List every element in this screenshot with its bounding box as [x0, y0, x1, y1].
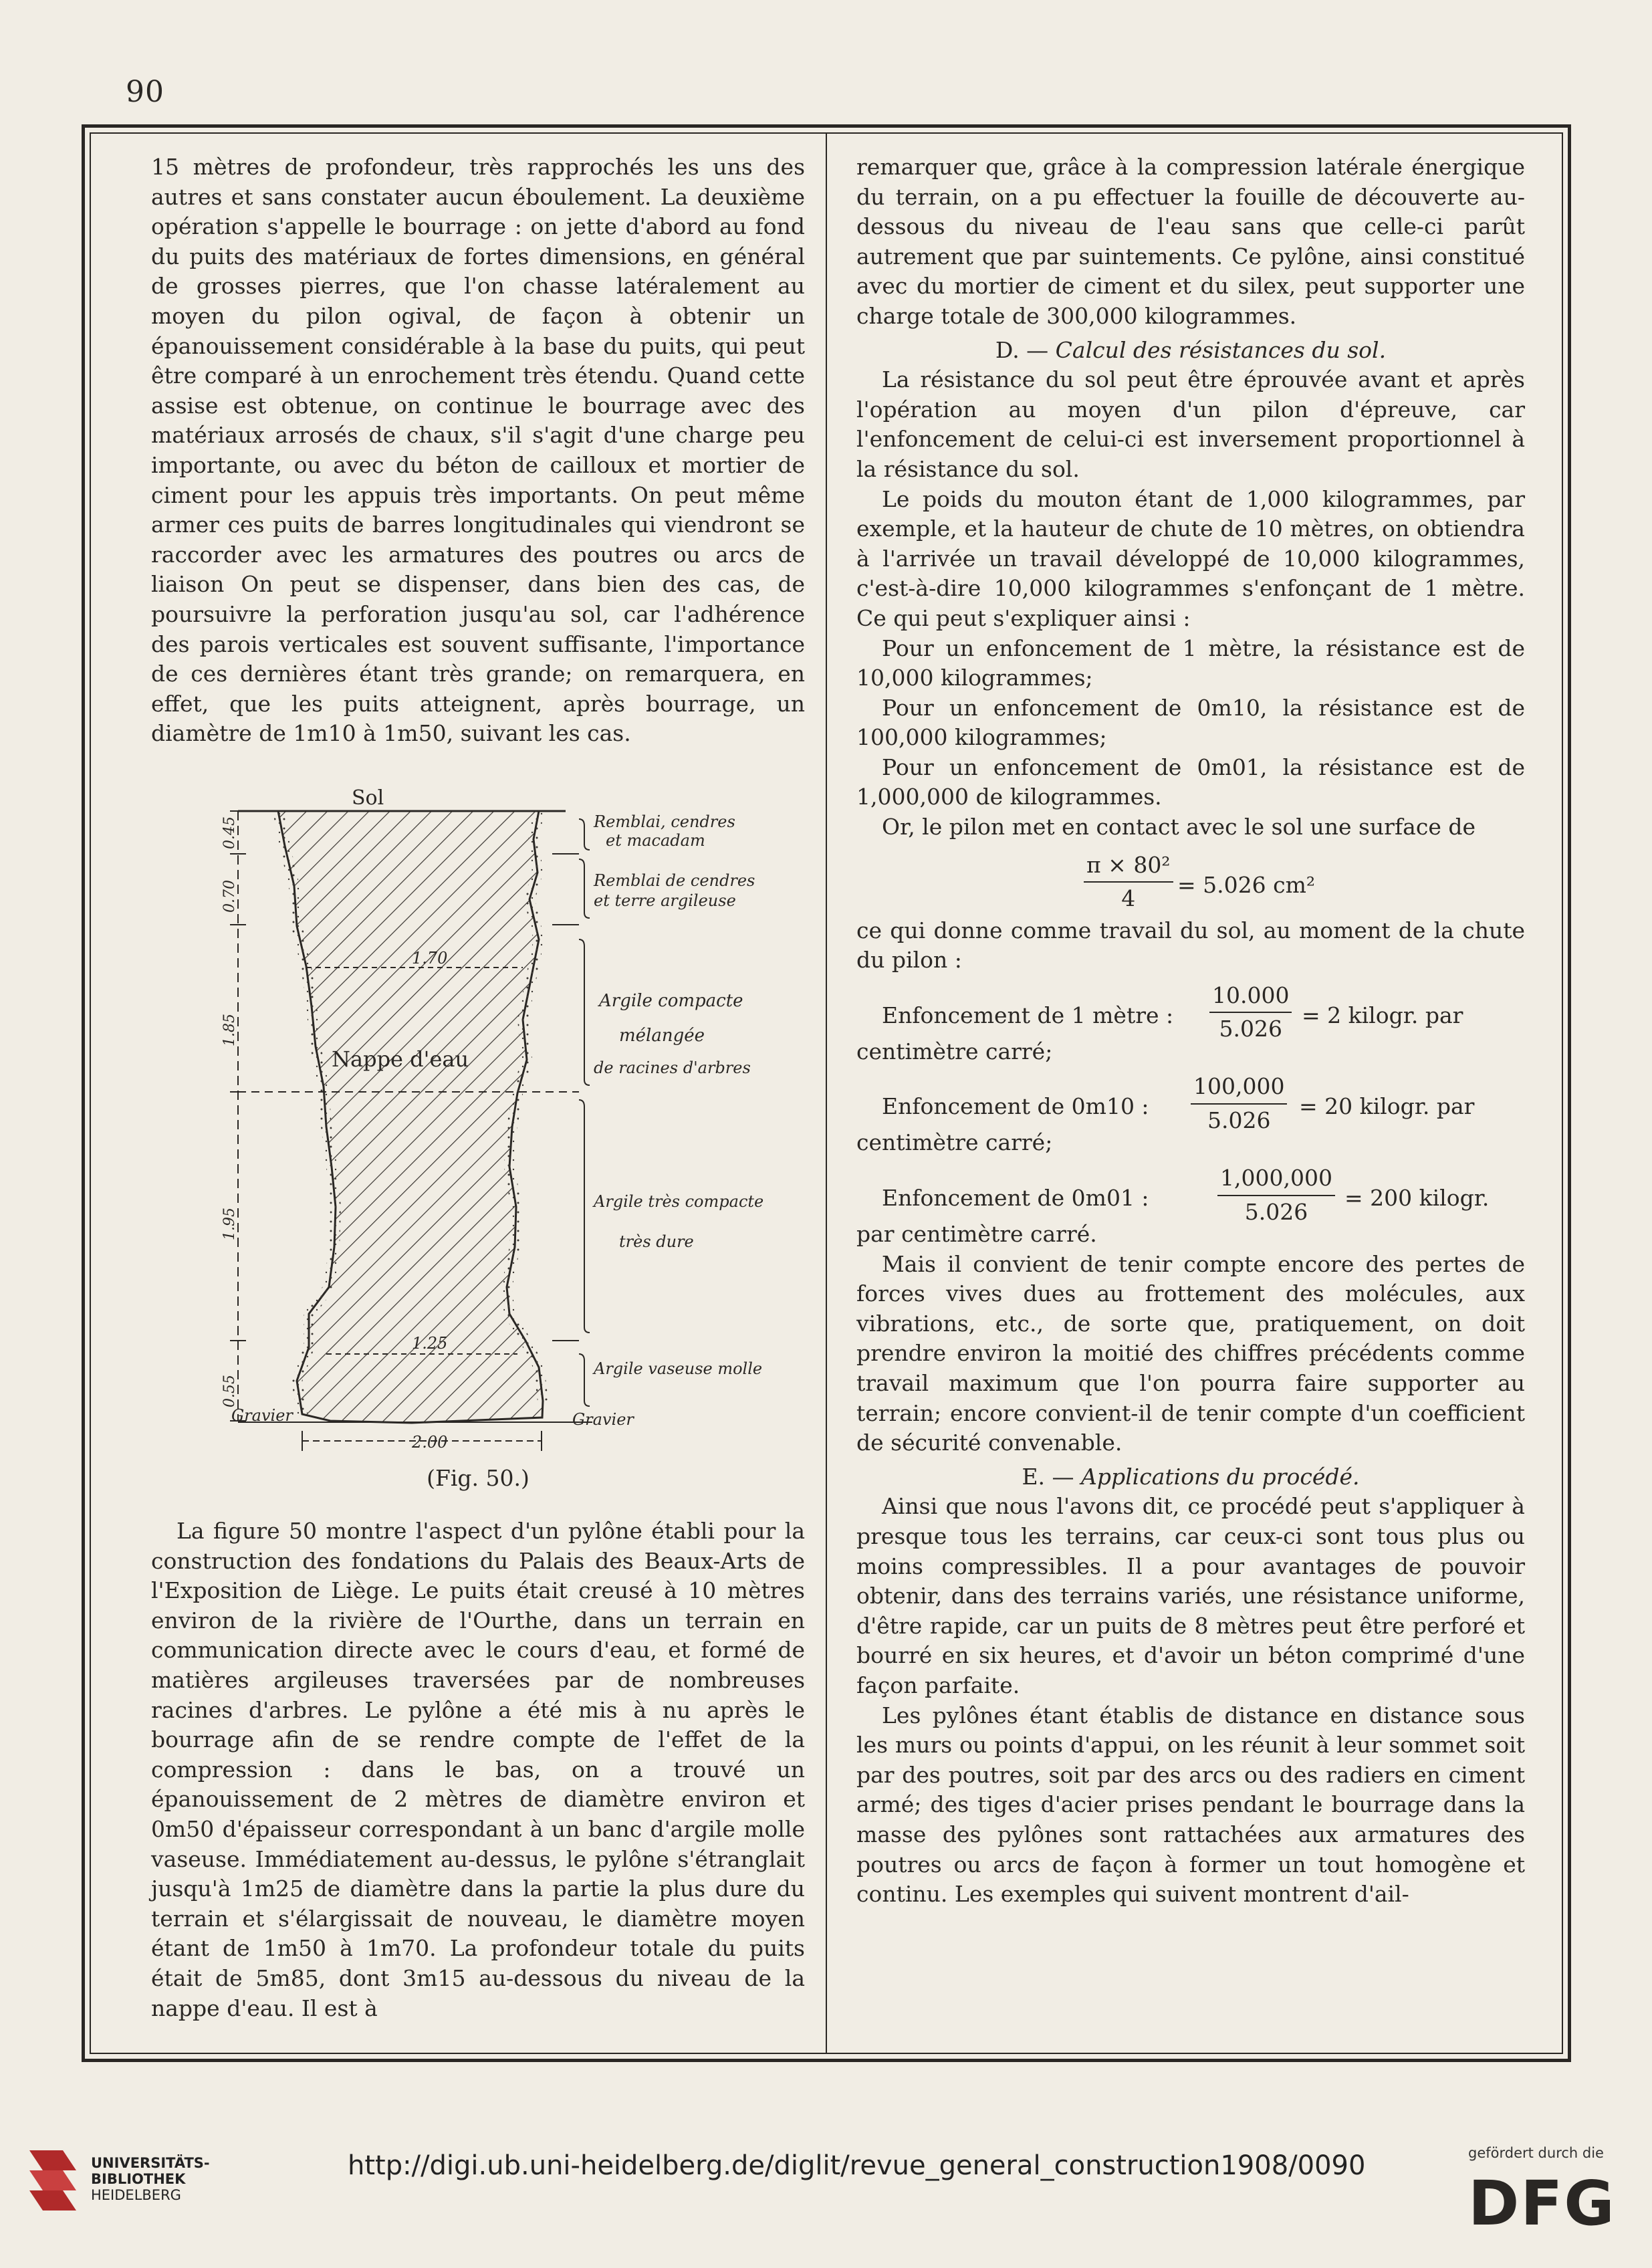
left-column-top [151, 152, 805, 749]
surface-fraction [1084, 850, 1173, 914]
equation-3 [856, 1158, 1525, 1225]
eq2-result: = 20 kilogr. par [1299, 1093, 1475, 1120]
equation-1 [856, 976, 1525, 1042]
dim-label-125: 1.25 [412, 1334, 448, 1353]
eq3-fraction [1217, 1163, 1335, 1227]
heading-d-title: Calcul des résistances du sol. [1055, 336, 1387, 363]
label-gravier-left: Gravier [231, 1406, 293, 1425]
eq3-tail: par centimètre carré. [856, 1221, 1097, 1248]
eq3-denominator: 5.026 [1244, 1198, 1308, 1225]
label-tres-dure: très dure [619, 1232, 694, 1251]
right-paragraph-8: ce qui donne comme travail du sol, au moment de la chute du pilon : [856, 917, 1525, 974]
eq1-denominator: 5.026 [1219, 1016, 1282, 1042]
left-column-bottom [151, 1516, 805, 2023]
university-library-name [91, 2155, 210, 2203]
surface-denominator: 4 [1121, 885, 1136, 912]
figure-50 [151, 779, 805, 1501]
eq2-fraction [1191, 1072, 1287, 1135]
right-paragraph-10: Ainsi que nous l'avons dit, ce procédé peut s'appliquer à presque tous les terrains, car ceux-ci sont tous plus ou moins compressibles. Il a pour avantages de pouvoir obtenir, dans des terrains variés, une résistance uniforme, d'être rapide, car un puits de 8 mètres peut être perforé et bourré en six heures, et d'avoir un béton comprimé d'une façon parfaite. [856, 1493, 1525, 1698]
heading-e-title: Applications du procédé. [1081, 1463, 1360, 1490]
surface-formula [856, 850, 1525, 915]
label-racines: de racines d'arbres [594, 1058, 751, 1077]
heading-d [856, 336, 1525, 366]
right-paragraph-3: Le poids du mouton étant de 1,000 kilogrammes, par exemple, et la hauteur de chute de 10 mètres, on obtiendra à l'arrivée un travail développé de 10,000 kilogrammes, c'est-à-dire 10,000 kilogrammes s'enfonçant de 1 mètre. Ce qui peut s'expliquer ainsi : [856, 485, 1525, 631]
right-paragraph-6: Pour un enfoncement de 0m01, la résistance est de 1,000,000 de kilogrammes. [856, 754, 1525, 810]
surface-result: = 5.026 cm² [1177, 871, 1316, 898]
label-remblai-cendres: Remblai, cendres [594, 812, 735, 831]
eq1-result: = 2 kilogr. par [1302, 1002, 1463, 1028]
label-remblai-cendres-2: Remblai de cendres [594, 871, 755, 890]
label-gravier-right: Gravier [572, 1410, 634, 1429]
eq3-result: = 200 kilogr. [1344, 1185, 1490, 1212]
right-paragraph-2: La résistance du sol peut être éprouvée avant et après l'opération au moyen d'un pilon d'épreuve, car l'enfoncement de celui-ci est inversement proportionnel à la résistance du sol. [856, 366, 1525, 482]
eq1-fraction [1209, 981, 1292, 1044]
column-divider [826, 132, 827, 2054]
label-terre-argileuse: et terre argileuse [594, 891, 736, 910]
label-argile-vaseuse: Argile vaseuse molle [594, 1359, 763, 1378]
right-column [856, 152, 1525, 1910]
eq2-denominator: 5.026 [1207, 1107, 1271, 1134]
equation-2 [856, 1066, 1525, 1134]
surface-numerator: π × 80² [1084, 850, 1173, 883]
label-nappe: Nappe d'eau [332, 1046, 469, 1072]
label-melangee: mélangée [619, 1026, 705, 1046]
figure-caption: (Fig. 50.) [427, 1465, 529, 1491]
right-paragraph-1: remarquer que, grâce à la compression latérale énergique du terrain, on a pu effectuer la fouille de découverte au-dessous du niveau de l'eau sans que celle-ci parût autrement que par suintements. Ce pylône, ainsi constitué avec du mortier de ciment et du silex, peut supporter une charge totale de 300,000 kilogrammes. [856, 154, 1525, 329]
dim-label-070: 0.70 [221, 880, 238, 913]
right-paragraph-7: Or, le pilon met en contact avec le sol une surface de [882, 814, 1476, 840]
dim-label-170: 1.70 [412, 949, 448, 968]
library-line-2: BIBLIOTHEK [91, 2171, 186, 2187]
eq1-numerator: 10.000 [1209, 981, 1292, 1014]
left-paragraph-1: 15 mètres de profondeur, très rapprochés les uns des autres et sans constater aucun éboulement. La deuxième opération s'appelle le bourrage : on jette d'abord au fond du puits des matériaux de fortes dimensions, en général de grosses pierres, que l'on chasse latéralement au moyen du pilon ogival, de façon à obtenir un épanouissement considérable à la base du puits, qui peut être comparé à un enrochement très étendu. Quand cette assise est obtenue, on continue le bourrage avec des matériaux arrosés de chaux, s'il s'agit d'une charge peu importante, ou avec du béton de cailloux et mortier de ciment pour les appuis très importants. On peut même armer ces puits de barres longitudinales qui viendront se raccorder avec les armatures des poutres ou arcs de liaison On peut se dispenser, dans bien des cas, de poursuivre la perforation jusqu'au sol, car l'adhérence des parois verticales est souvent suffisante, l'importance de ces dernières étant très grande; on remarquera, en effet, que les puits atteignent, après bourrage, un diamètre de 1m10 à 1m50, suivant les cas. [151, 154, 805, 747]
heading-e [856, 1462, 1525, 1492]
eq1-label: Enfoncement de 1 mètre : [882, 1002, 1174, 1028]
dim-label-055: 0.55 [221, 1375, 238, 1407]
right-paragraph-5: Pour un enfoncement de 0m10, la résistance est de 100,000 kilogrammes; [856, 694, 1525, 751]
label-sol: Sol [352, 786, 384, 810]
dim-label-045: 0.45 [221, 816, 238, 849]
university-logo-icon [23, 2144, 83, 2217]
foundation-diagram [151, 779, 805, 1461]
dim-label-200: 2.00 [412, 1433, 448, 1452]
dim-label-195: 1.95 [221, 1208, 238, 1240]
right-paragraph-11: Les pylônes étant établis de distance en distance sous les murs ou points d'appui, on les réunit à leur sommet soit par des poutres, soit par des arcs ou des radiers en ciment armé; des tiges d'acier prises pendant le bourrage dans la masse des pylônes sont rattachées aux armatures des poutres ou arcs de façon à former un tout homogène et continu. Les exemples qui suivent montrent d'ail- [856, 1702, 1525, 1908]
eq3-numerator: 1,000,000 [1217, 1163, 1335, 1196]
right-paragraph-4: Pour un enfoncement de 1 mètre, la résistance est de 10,000 kilogrammes; [856, 635, 1525, 691]
library-line-1: UNIVERSITÄTS- [91, 2155, 210, 2171]
funded-by-label: gefördert durch die [1468, 2145, 1604, 2161]
eq1-tail: centimètre carré; [856, 1038, 1053, 1064]
pylon-shape [278, 811, 543, 1423]
library-line-3: HEIDELBERG [91, 2187, 181, 2203]
label-et-macadam: et macadam [606, 831, 705, 850]
right-paragraph-9: Mais il convient de tenir compte encore des pertes de forces vives dues au frottement des molécules, aux vibrations, etc., de sorte que, pratiquement, on doit prendre environ la moitié des chiffres précédents comme travail maximum que l'on pourra faire supporter au terrain; encore convient-il de tenir compte d'un coefficient de sécurité convenable. [856, 1250, 1525, 1456]
eq3-label: Enfoncement de 0m01 : [882, 1185, 1149, 1212]
left-paragraph-2: La figure 50 montre l'aspect d'un pylône établi pour la construction des fondations du Palais des Beaux-Arts de l'Exposition de Liège. Le puits était creusé à 10 mètres environ de la rivière de l'Ourthe, dans un terrain en communication directe avec le cours d'eau, et formé de matières argileuses traversées par de nombreuses racines d'arbres. Le pylône a été mis à nu après le bourrage afin de se rendre compte de l'effet de la compression : dans le bas, on a trouvé un épanouissement de 2 mètres de diamètre environ et 0m50 d'épaisseur correspondant à un banc d'argile molle vaseuse. Immédiatement au-dessus, le pylône s'étranglait jusqu'à 1m25 de diamètre dans la partie la plus dure du terrain et s'élargissait de nouveau, le diamètre moyen étant de 1m50 à 1m70. La profondeur totale du puits était de 5m85, dont 3m15 au-dessous du niveau de la nappe d'eau. Il est à [151, 1518, 805, 2021]
digitization-url-link[interactable]: http://digi.ub.uni-heidelberg.de/diglit/revue_general_construction1908/0090 [348, 2150, 1366, 2181]
page-number: 90 [126, 75, 164, 109]
eq2-numerator: 100,000 [1191, 1072, 1287, 1105]
heading-e-letter: E. — [1022, 1463, 1074, 1490]
eq2-tail: centimètre carré; [856, 1129, 1053, 1156]
label-argile-compacte: Argile compacte [599, 991, 743, 1011]
dim-label-785: 1.85 [221, 1014, 238, 1046]
dfg-logo: DFG [1468, 2168, 1616, 2239]
label-argile-tres-compacte: Argile très compacte [594, 1192, 764, 1211]
heading-d-letter: D. — [995, 336, 1049, 363]
eq2-label: Enfoncement de 0m10 : [882, 1093, 1149, 1120]
